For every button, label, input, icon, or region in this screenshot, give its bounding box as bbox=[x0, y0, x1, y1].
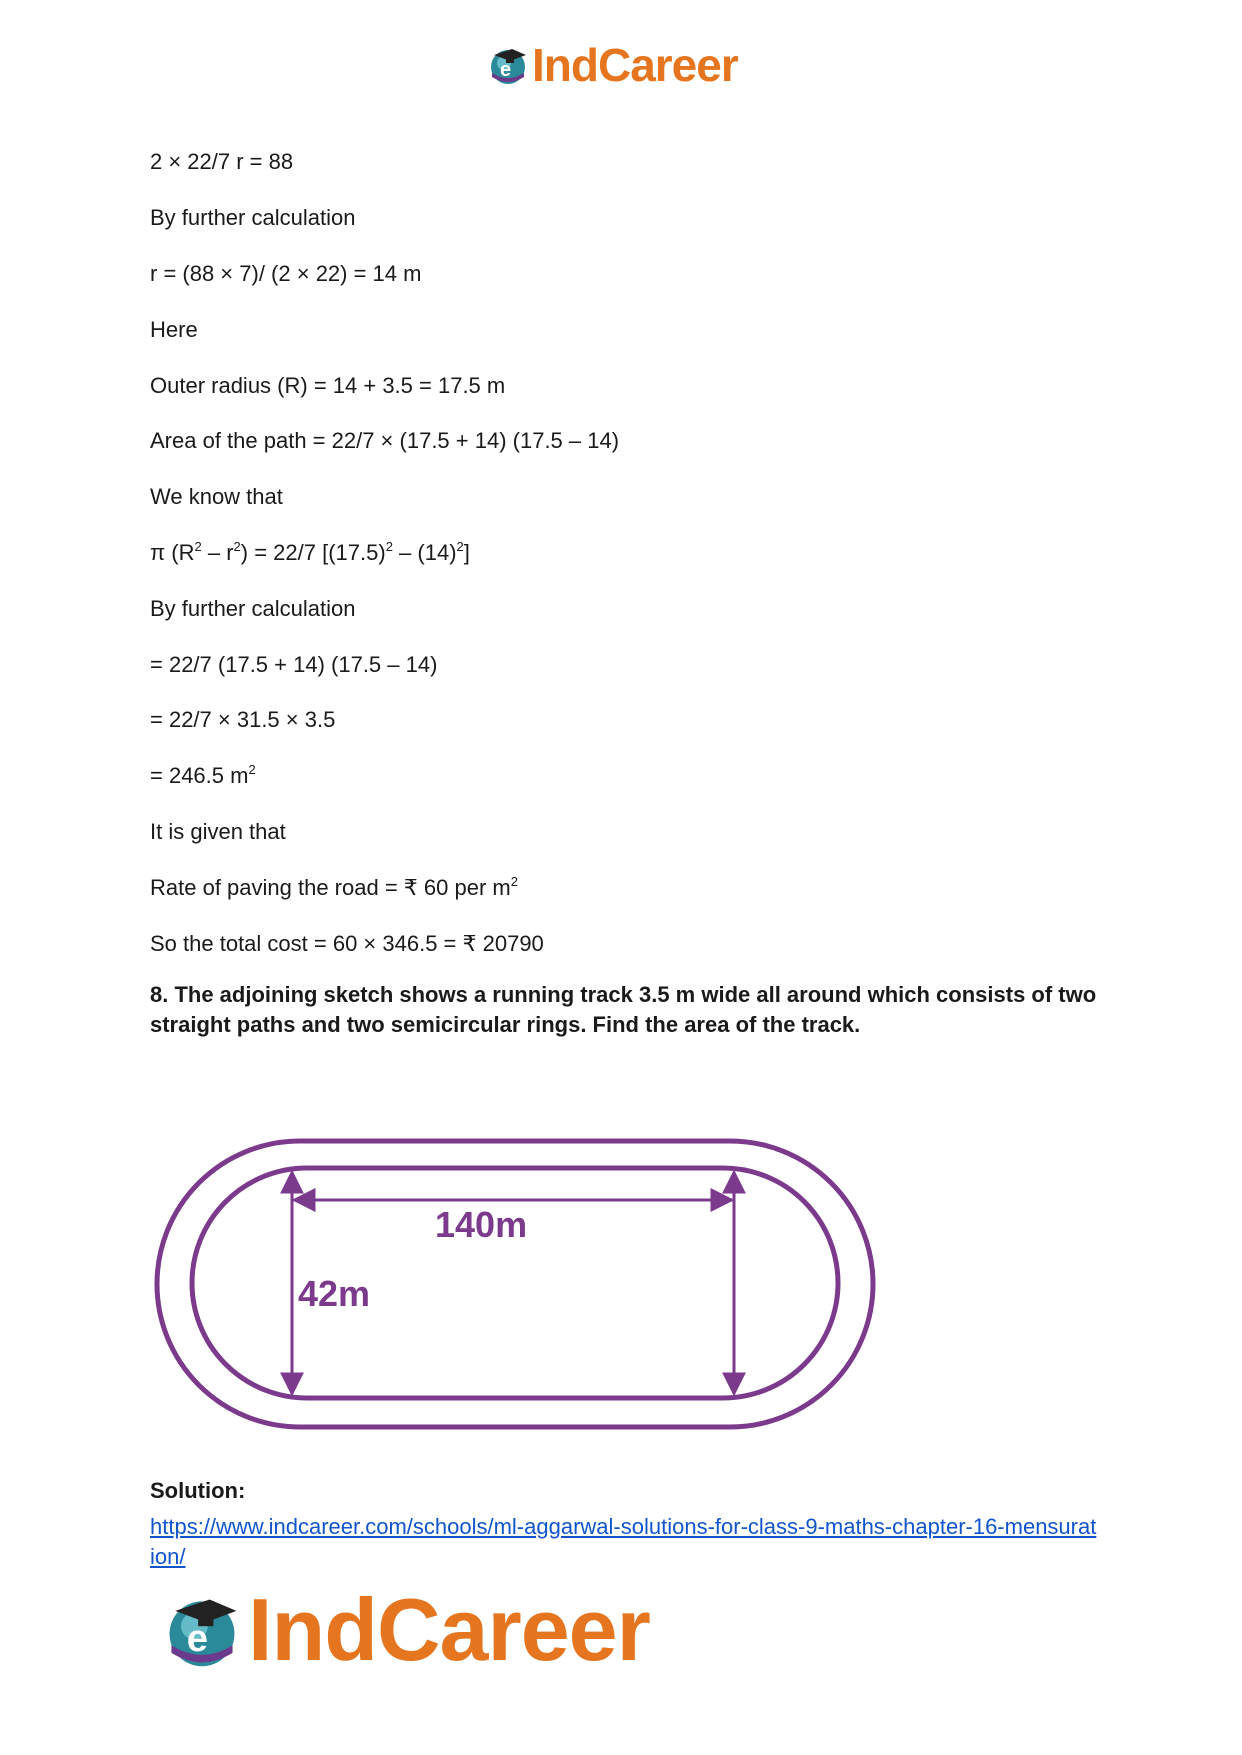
track-inner-boundary bbox=[192, 1168, 838, 1398]
track-outer-boundary bbox=[157, 1141, 873, 1427]
text-line: Here bbox=[150, 317, 198, 342]
text-line: It is given that bbox=[150, 819, 286, 844]
area-result-line: = 246.5 $m^2$ bbox=[150, 762, 256, 788]
svg-text:e: e bbox=[186, 1617, 208, 1660]
width-label: 42m bbox=[298, 1273, 371, 1314]
svg-text:e: e bbox=[500, 59, 512, 81]
text-line: Area of the path = 22/7 × (17.5 + 14) (17.5 – 14) bbox=[150, 428, 620, 453]
footer-logo bbox=[160, 1580, 650, 1679]
text-line: By further calculation bbox=[150, 205, 356, 230]
pi-formula-line: π $(R^2 - r^2) = 22/7$ $[(17.5)^2 - (14)^2]$ bbox=[150, 539, 470, 565]
text-line: Outer radius (R) = 14 + 3.5 = 17.5 m bbox=[150, 373, 506, 398]
header-logo bbox=[486, 40, 738, 90]
solution-link[interactable]: https://www.indcareer.com/schools/ml-aggarwal-solutions-for-class-9-maths-chapter-16-mensuration/ bbox=[150, 1514, 1097, 1569]
text-line: By further calculation bbox=[150, 596, 356, 621]
text-line: = 22/7 × 31.5 × 3.5 bbox=[150, 707, 336, 732]
length-label: 140m bbox=[435, 1204, 528, 1245]
graduate-globe-icon bbox=[160, 1588, 244, 1672]
text-line: So the total cost = 60 × 346.5 = ₹ 20790 bbox=[150, 931, 544, 956]
text-line: r = (88 × 7)/ (2 × 22) = 14 m bbox=[150, 261, 422, 286]
solution-label: Solution: bbox=[150, 1478, 246, 1503]
text-line: 2 × 22/7 r = 88 bbox=[150, 149, 294, 174]
footer-logo-text: IndCareer bbox=[248, 1580, 650, 1679]
text-line: = 22/7 (17.5 + 14) (17.5 – 14) bbox=[150, 652, 438, 677]
rate-line: Rate of paving the road = ₹ 60 per $m^2$ bbox=[150, 874, 518, 900]
running-track-diagram bbox=[150, 1120, 880, 1440]
header-logo-text: IndCareer bbox=[532, 39, 738, 91]
text-line: We know that bbox=[150, 484, 283, 509]
graduate-globe-icon bbox=[486, 43, 530, 87]
question-8: 8. The adjoining sketch shows a running track 3.5 m wide all around which consists of two straight paths and two semicircular rings. Find the area of the track. bbox=[150, 982, 1097, 1037]
